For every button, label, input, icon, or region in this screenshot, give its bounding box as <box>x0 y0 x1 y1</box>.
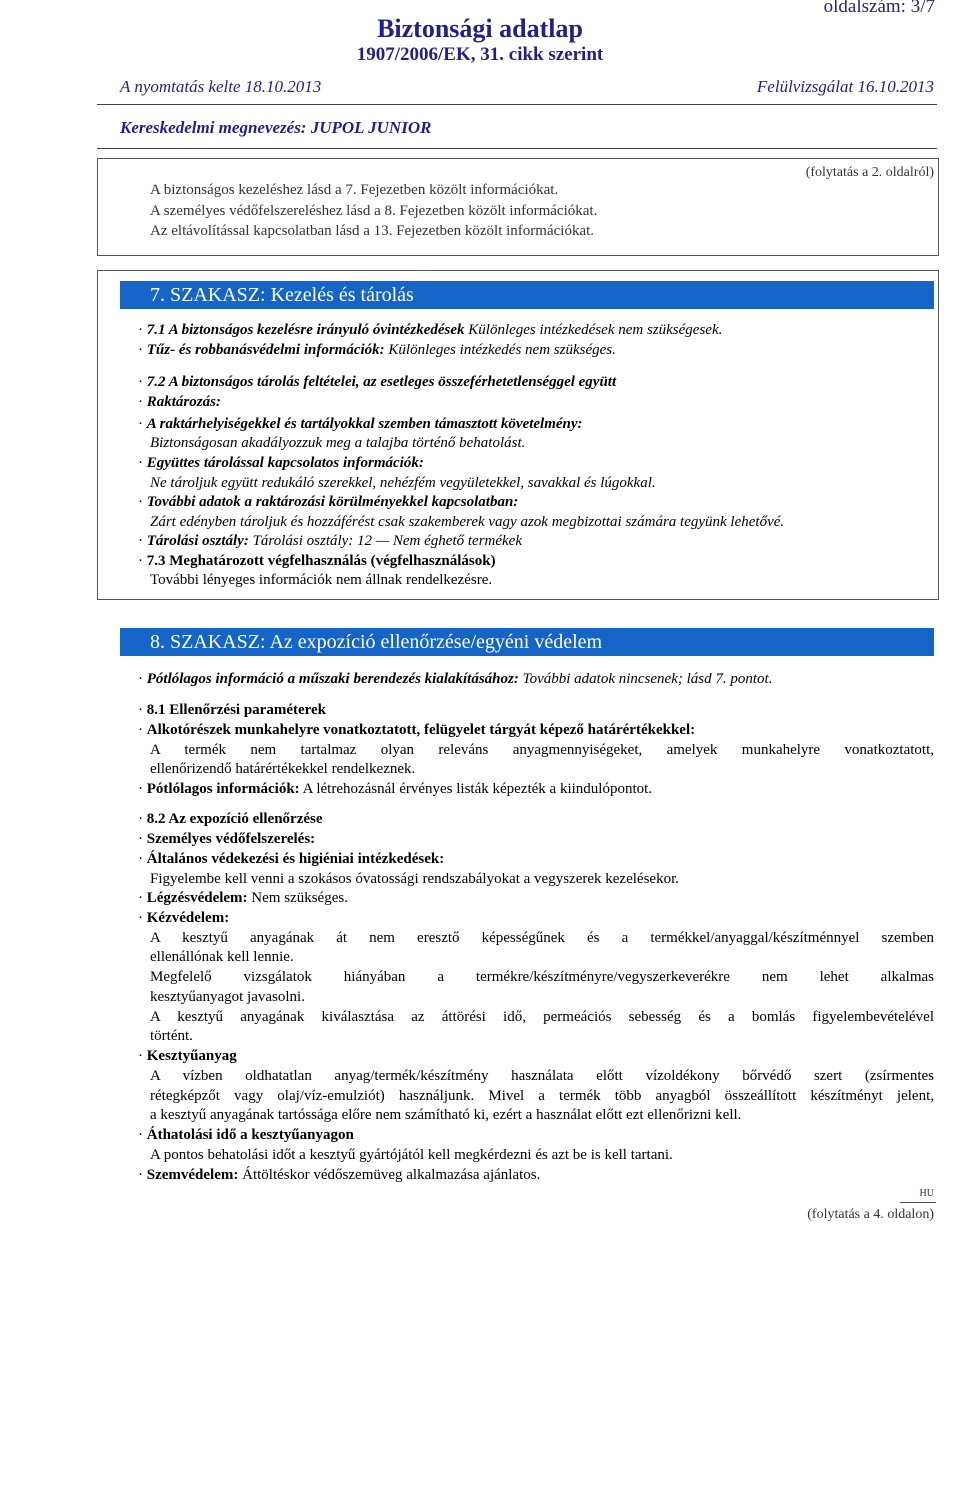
eye-label: Szemvédelem: <box>146 1167 239 1183</box>
hand-line: · Kézvédelem: <box>138 910 230 926</box>
req-line: · A raktárhelyiségekkel és tartályokkal szemben támasztott követelmény: <box>138 416 583 432</box>
joint-line: · Együttes tárolással kapcsolatos információk: <box>138 455 424 471</box>
s73-line: · 7.3 Meghatározott végfelhasználás (végfelhasználások) <box>138 553 496 569</box>
ppe-label: Személyes védőfelszerelés: <box>146 831 316 847</box>
fire-text: Különleges intézkedés nem szükséges. <box>384 342 616 358</box>
glove-line: · Kesztyűanyag <box>138 1048 237 1064</box>
prev-line-1: A biztonságos kezeléshez lásd a 7. Fejezetben közölt információkat. <box>150 182 559 198</box>
s81-line: · 8.1 Ellenőrzési paraméterek <box>138 702 327 718</box>
pen-label: Áthatolási idő a kesztyűanyagon <box>146 1127 354 1143</box>
glove-b: rétegképzőt vagy olaj/víz-emulziót) használjunk. Mivel a termék több anyagból összeállított készítményt jelent, <box>150 1088 934 1104</box>
class-line: · Tárolási osztály: Tárolási osztály: 12 — Nem éghető termékek <box>138 533 522 549</box>
s82-line: · 8.2 Az expozíció ellenőrzése <box>138 811 323 827</box>
class-text: Tárolási osztály: 12 — Nem éghető termékek <box>248 533 522 549</box>
s73-label: 7.3 Meghatározott végfelhasználás (végfelhasználások) <box>146 553 496 569</box>
add-text: További adatok nincsenek; lásd 7. pontot. <box>518 671 773 687</box>
hyg-line: · Általános védekezési és higiéniai intézkedések: <box>138 851 445 867</box>
storage-line: · Raktározás: <box>138 394 221 410</box>
hand-p3a: A kesztyű anyagának kiválasztása az áttörési idő, permeációs sebesség és a bomlás figyelembevételével <box>150 1009 934 1025</box>
req-text: Biztonságosan akadályozzuk meg a talajba történő behatolást. <box>150 435 526 451</box>
document-subtitle: 1907/2006/EK, 31. cikk szerint <box>356 44 604 65</box>
glove-label: Kesztyűanyag <box>146 1048 237 1064</box>
revision-date: Felülvizsgálat 16.10.2013 <box>756 77 934 96</box>
continuation-from: (folytatás a 2. oldalról) <box>805 165 934 180</box>
language-code: HU <box>919 1188 934 1199</box>
limits-text-1: A termék nem tartalmaz olyan releváns anyagmennyiségeket, amelyek munkahelyre vonatkoztatott, <box>150 742 934 758</box>
fire-label: Tűz- és robbanásvédelmi információk: <box>146 342 385 358</box>
ppe-line: · Személyes védőfelszerelés: <box>138 831 316 847</box>
joint-label: Együttes tárolással kapcsolatos információk: <box>146 455 424 471</box>
s81-label: 8.1 Ellenőrzési paraméterek <box>146 702 327 718</box>
hand-p2b: kesztyűanyagot javasolni. <box>150 989 305 1005</box>
hand-label: Kézvédelem: <box>146 910 230 926</box>
resp-text: Nem szükséges. <box>247 890 348 906</box>
header-divider <box>97 104 937 105</box>
pen-text: A pontos behatolási időt a kesztyű gyártójától kell megkérdezni és azt be is kell tartani. <box>150 1147 673 1163</box>
continuation-to: (folytatás a 4. oldalon) <box>807 1207 934 1222</box>
s72-label: 7.2 A biztonságos tárolás feltételei, az esetleges összeférhetetlenséggel együtt <box>146 374 617 390</box>
add2-line: · Pótlólagos információk: A létrehozásnál érvényes listák képezték a kiindulópontot. <box>138 781 653 797</box>
s82-label: 8.2 Az expozíció ellenőrzése <box>146 811 323 827</box>
class-label: Tárolási osztály: <box>146 533 249 549</box>
hyg-label: Általános védekezési és higiéniai intézkedések: <box>146 851 445 867</box>
footer-divider <box>900 1202 936 1203</box>
trade-name: Kereskedelmi megnevezés: JUPOL JUNIOR <box>120 118 432 137</box>
resp-label: Légzésvédelem: <box>146 890 248 906</box>
resp-line: · Légzésvédelem: Nem szükséges. <box>138 890 348 906</box>
eye-text: Áttöltéskor védőszemüveg alkalmazása ajánlatos. <box>238 1167 541 1183</box>
limits-label: Alkotórészek munkahelyre vonatkoztatott, felügyelet tárgyát képező határértékekkel: <box>146 722 696 738</box>
hand-p3b: történt. <box>150 1028 193 1044</box>
req-label: A raktárhelyiségekkel és tartályokkal szemben támasztott követelmény: <box>146 416 583 432</box>
print-date: A nyomtatás kelte 18.10.2013 <box>120 77 322 96</box>
s73-text: További lényeges információk nem állnak rendelkezésre. <box>150 572 493 588</box>
more-text: Zárt edényben tároljuk és hozzáférést csak szakemberek vagy azok megbizottai számára tegyünk lehetővé. <box>150 514 785 530</box>
more-label: További adatok a raktározási körülményekkel kapcsolatban: <box>146 494 519 510</box>
limits-text-2: ellenőrizendő határértékekkel rendelkeznek. <box>150 761 416 777</box>
trade-name-divider <box>97 148 937 149</box>
page-number: oldalszám: 3/7 <box>823 0 935 17</box>
glove-a: A vízben oldhatatlan anyag/termék/készítmény használata előtt vízoldékony bőrvédő szert (zsírmentes <box>150 1068 934 1084</box>
pen-line: · Áthatolási idő a kesztyűanyagon <box>138 1127 354 1143</box>
more-line: · További adatok a raktározási körülményekkel kapcsolatban: <box>138 494 519 510</box>
add-line: · Pótlólagos információ a műszaki berendezés kialakításához: További adatok nincsenek; lásd 7. pontot. <box>138 671 773 687</box>
joint-text: Ne tároljuk együtt redukáló szerekkel, nehézfém vegyületekkel, savakkal és lúgokkal. <box>150 475 656 491</box>
storage-label: Raktározás: <box>146 394 221 410</box>
section-8-heading: 8. SZAKASZ: Az expozíció ellenőrzése/egyéni védelem <box>120 628 934 656</box>
prev-line-3: Az eltávolítással kapcsolatban lásd a 13. Fejezetben közölt információkat. <box>150 223 595 239</box>
add-label: Pótlólagos információ a műszaki berendezés kialakításához: <box>146 671 519 687</box>
section-7-heading: 7. SZAKASZ: Kezelés és tárolás <box>120 281 934 309</box>
hand-p2a: Megfelelő vizsgálatok hiányában a termékre/készítményre/vegyszerkeverékre nem lehet alkalmas <box>150 969 934 985</box>
add2-text: A létrehozásnál érvényes listák képezték a kiindulópontot. <box>299 781 653 797</box>
eye-line: · Szemvédelem: Áttöltéskor védőszemüveg alkalmazása ajánlatos. <box>138 1167 541 1183</box>
hand-p1a: A kesztyű anyagának át nem eresztő képességűnek és a termékkel/anyaggal/készítménnyel szemben <box>150 930 934 946</box>
s71-line: · 7.1 A biztonságos kezelésre irányuló óvintézkedések Különleges intézkedések nem szükségesek. <box>138 322 723 338</box>
s71-label: 7.1 A biztonságos kezelésre irányuló óvintézkedések <box>146 322 465 338</box>
fire-line: · Tűz- és robbanásvédelmi információk: Különleges intézkedés nem szükséges. <box>138 342 616 358</box>
prev-line-2: A személyes védőfelszereléshez lásd a 8. Fejezetben közölt információkat. <box>150 203 598 219</box>
s72-line: · 7.2 A biztonságos tárolás feltételei, az esetleges összeférhetetlenséggel együtt <box>138 374 617 390</box>
add2-label: Pótlólagos információk: <box>146 781 300 797</box>
hand-p1b: ellenállónak kell lennie. <box>150 949 294 965</box>
hyg-text: Figyelembe kell venni a szokásos óvatossági rendszabályokat a vegyszerek kezelésekor. <box>150 871 679 887</box>
limits-line: · Alkotórészek munkahelyre vonatkoztatott, felügyelet tárgyát képező határértékekkel: <box>138 722 696 738</box>
document-title: Biztonsági adatlap <box>377 14 583 43</box>
glove-c: a kesztyű anyagának tartóssága előre nem számítható ki, ezért a használat előtt ezt ellenőrizni kell. <box>150 1107 742 1123</box>
s71-text: Különleges intézkedések nem szükségesek. <box>464 322 723 338</box>
